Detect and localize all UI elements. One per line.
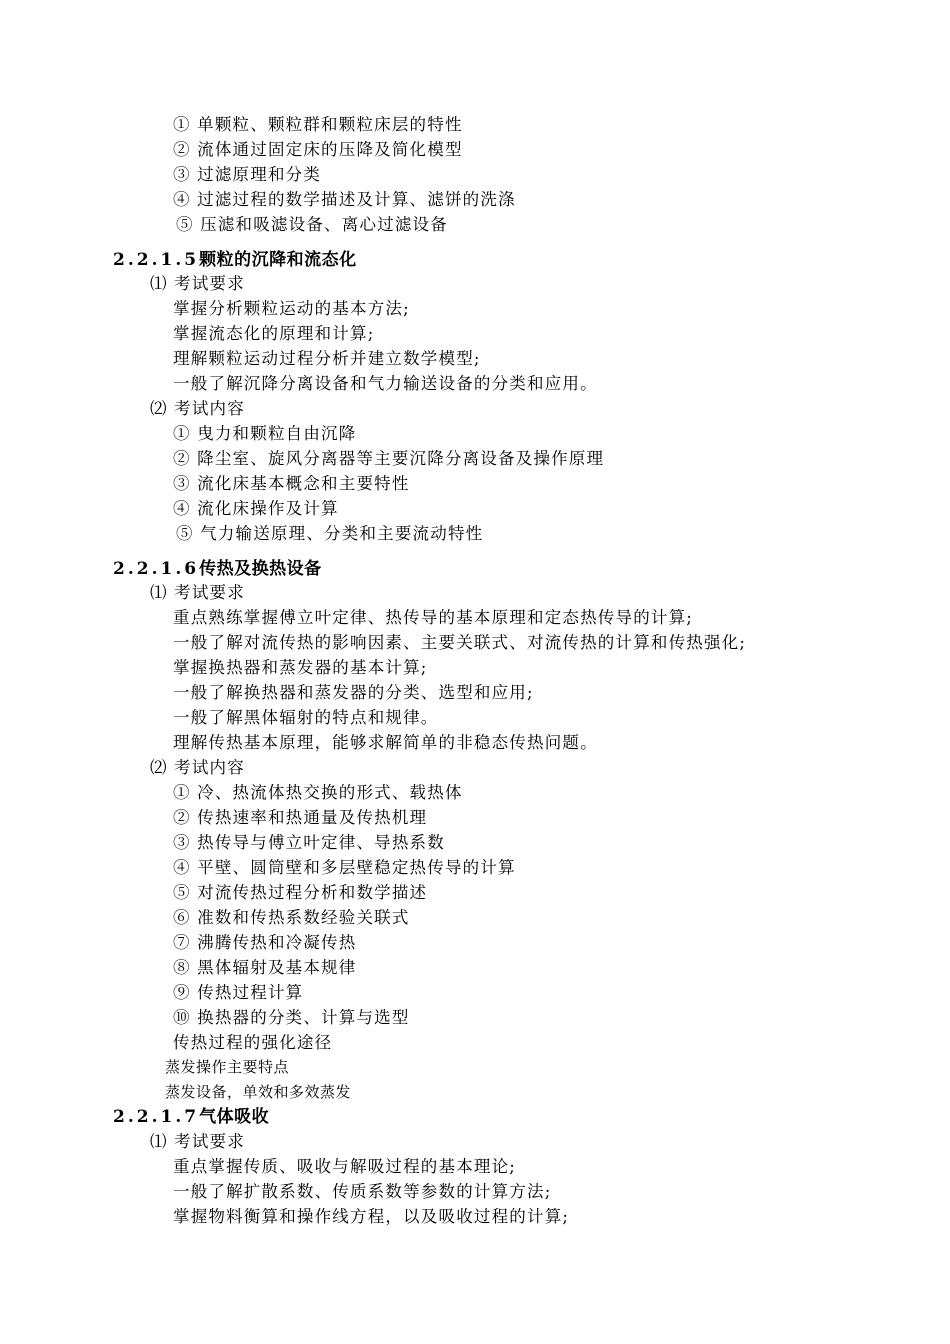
section-number: 2.2.1.7 bbox=[113, 1107, 200, 1127]
content-item: ③ 热传导与傅立叶定律、导热系数 bbox=[173, 833, 445, 852]
requirement-label: ⑴ 考试要求 bbox=[150, 1132, 245, 1151]
requirement-item: 理解传热基本原理，能够求解简单的非稳态传热问题。 bbox=[173, 733, 598, 752]
section-title: 传热及换热设备 bbox=[199, 559, 322, 579]
content-item: 蒸发操作主要特点 bbox=[165, 1058, 290, 1076]
section-heading bbox=[113, 1105, 269, 1129]
section-heading bbox=[113, 248, 357, 272]
requirement-item: 重点熟练掌握傅立叶定律、热传导的基本原理和定态热传导的计算; bbox=[173, 608, 694, 627]
list-item: ⑤ 压滤和吸滤设备、离心过滤设备 bbox=[176, 215, 448, 234]
list-item: ② 流体通过固定床的压降及简化模型 bbox=[173, 140, 463, 159]
requirement-item: 一般了解沉降分离设备和气力输送设备的分类和应用。 bbox=[173, 374, 598, 393]
content-item: ⑧ 黑体辐射及基本规律 bbox=[173, 958, 357, 977]
content-item: ④ 平壁、圆筒壁和多层壁稳定热传导的计算 bbox=[173, 858, 516, 877]
requirement-item: 掌握流态化的原理和计算; bbox=[173, 324, 375, 343]
content-item: ⑨ 传热过程计算 bbox=[173, 983, 304, 1002]
content-item: ② 降尘室、旋风分离器等主要沉降分离设备及操作原理 bbox=[173, 449, 605, 468]
content-item: 蒸发设备，单效和多效蒸发 bbox=[165, 1083, 352, 1101]
requirement-item: 一般了解换热器和蒸发器的分类、选型和应用; bbox=[173, 683, 534, 702]
content-item: ⑦ 沸腾传热和冷凝传热 bbox=[173, 933, 357, 952]
content-item: ⑥ 准数和传热系数经验关联式 bbox=[173, 908, 410, 927]
list-item: ④ 过滤过程的数学描述及计算、滤饼的洗涤 bbox=[173, 190, 516, 209]
content-label: ⑵ 考试内容 bbox=[150, 758, 245, 777]
requirement-item: 重点掌握传质、吸收与解吸过程的基本理论; bbox=[173, 1157, 517, 1176]
list-item: ① 单颗粒、颗粒群和颗粒床层的特性 bbox=[173, 115, 463, 134]
requirement-label: ⑴ 考试要求 bbox=[150, 583, 245, 602]
section-number: 2.2.1.5 bbox=[113, 250, 200, 270]
content-item: ⑩ 换热器的分类、计算与选型 bbox=[173, 1008, 410, 1027]
content-item: ④ 流化床操作及计算 bbox=[173, 499, 339, 518]
content-item: ② 传热速率和热通量及传热机理 bbox=[173, 808, 428, 827]
content-item: ① 冷、热流体热交换的形式、载热体 bbox=[173, 783, 463, 802]
section-title: 颗粒的沉降和流态化 bbox=[199, 250, 357, 270]
requirement-label: ⑴ 考试要求 bbox=[150, 274, 245, 293]
requirement-item: 掌握换热器和蒸发器的基本计算; bbox=[173, 658, 428, 677]
section-title: 气体吸收 bbox=[199, 1107, 270, 1127]
list-item: ③ 过滤原理和分类 bbox=[173, 165, 322, 184]
content-item: ③ 流化床基本概念和主要特性 bbox=[173, 474, 410, 493]
requirement-item: 一般了解扩散系数、传质系数等参数的计算方法; bbox=[173, 1182, 552, 1201]
requirement-item: 一般了解对流传热的影响因素、主要关联式、对流传热的计算和传热强化; bbox=[173, 633, 747, 652]
content-label: ⑵ 考试内容 bbox=[150, 399, 245, 418]
requirement-item: 掌握分析颗粒运动的基本方法; bbox=[173, 299, 410, 318]
content-item: 传热过程的强化途径 bbox=[173, 1033, 333, 1052]
requirement-item: 理解颗粒运动过程分析并建立数学模型; bbox=[173, 349, 481, 368]
section-number: 2.2.1.6 bbox=[113, 559, 200, 579]
section-heading bbox=[113, 557, 322, 581]
requirement-item: 一般了解黑体辐射的特点和规律。 bbox=[173, 708, 439, 727]
content-item: ① 曳力和颗粒自由沉降 bbox=[173, 424, 357, 443]
content-item: ⑤ 气力输送原理、分类和主要流动特性 bbox=[176, 524, 484, 543]
requirement-item: 掌握物料衡算和操作线方程，以及吸收过程的计算; bbox=[173, 1207, 570, 1226]
content-item: ⑤ 对流传热过程分析和数学描述 bbox=[173, 883, 428, 902]
